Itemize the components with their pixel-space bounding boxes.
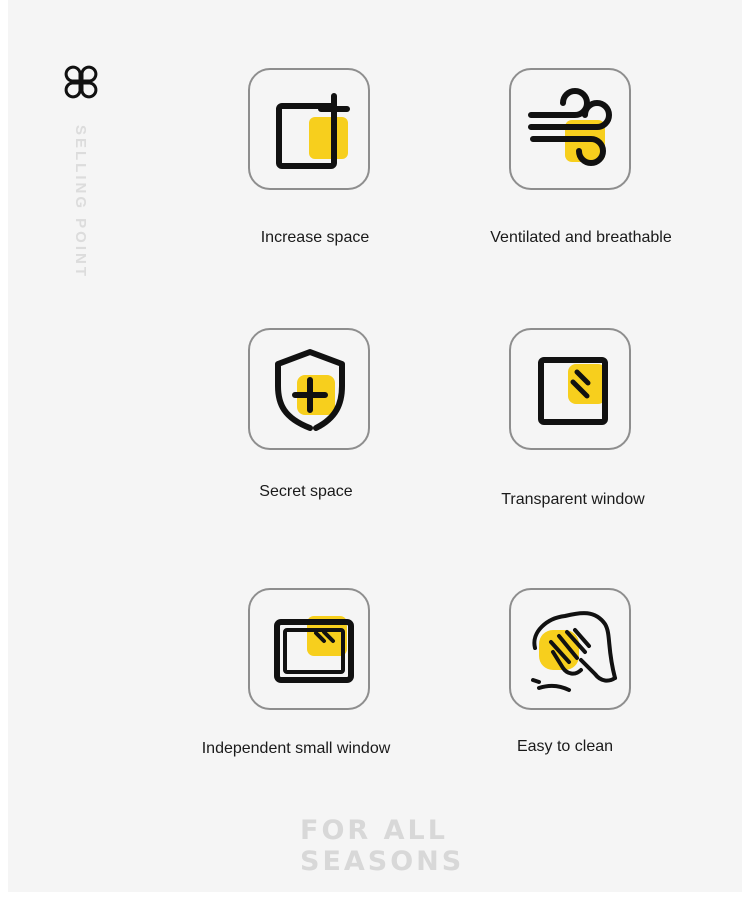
feature-label-transparent-window: Transparent window — [501, 491, 645, 508]
footer-title: FOR ALL SEASONS — [300, 815, 465, 877]
feature-card-ventilated — [509, 68, 631, 190]
feature-card-increase-space — [248, 68, 370, 190]
feature-label-increase-space: Increase space — [260, 229, 370, 246]
feature-label-small-window: Independent small window — [201, 740, 391, 757]
feature-label-secret-space: Secret space — [259, 483, 353, 500]
feature-card-easy-clean — [509, 588, 631, 710]
increase-space-icon — [250, 70, 368, 188]
small-window-icon — [250, 590, 368, 708]
feature-card-transparent-window — [509, 328, 631, 450]
side-label: SELLING POINT — [72, 125, 89, 280]
feature-panel — [8, 0, 742, 892]
cleaning-hand-icon — [511, 590, 629, 708]
shield-plus-icon — [250, 330, 368, 448]
feature-card-small-window — [248, 588, 370, 710]
feature-card-secret-space — [248, 328, 370, 450]
clover-logo-icon — [62, 63, 100, 101]
feature-label-easy-clean: Easy to clean — [516, 738, 614, 755]
wind-icon — [511, 70, 629, 188]
feature-label-ventilated: Ventilated and breathable — [490, 229, 672, 246]
transparent-window-icon — [511, 330, 629, 448]
